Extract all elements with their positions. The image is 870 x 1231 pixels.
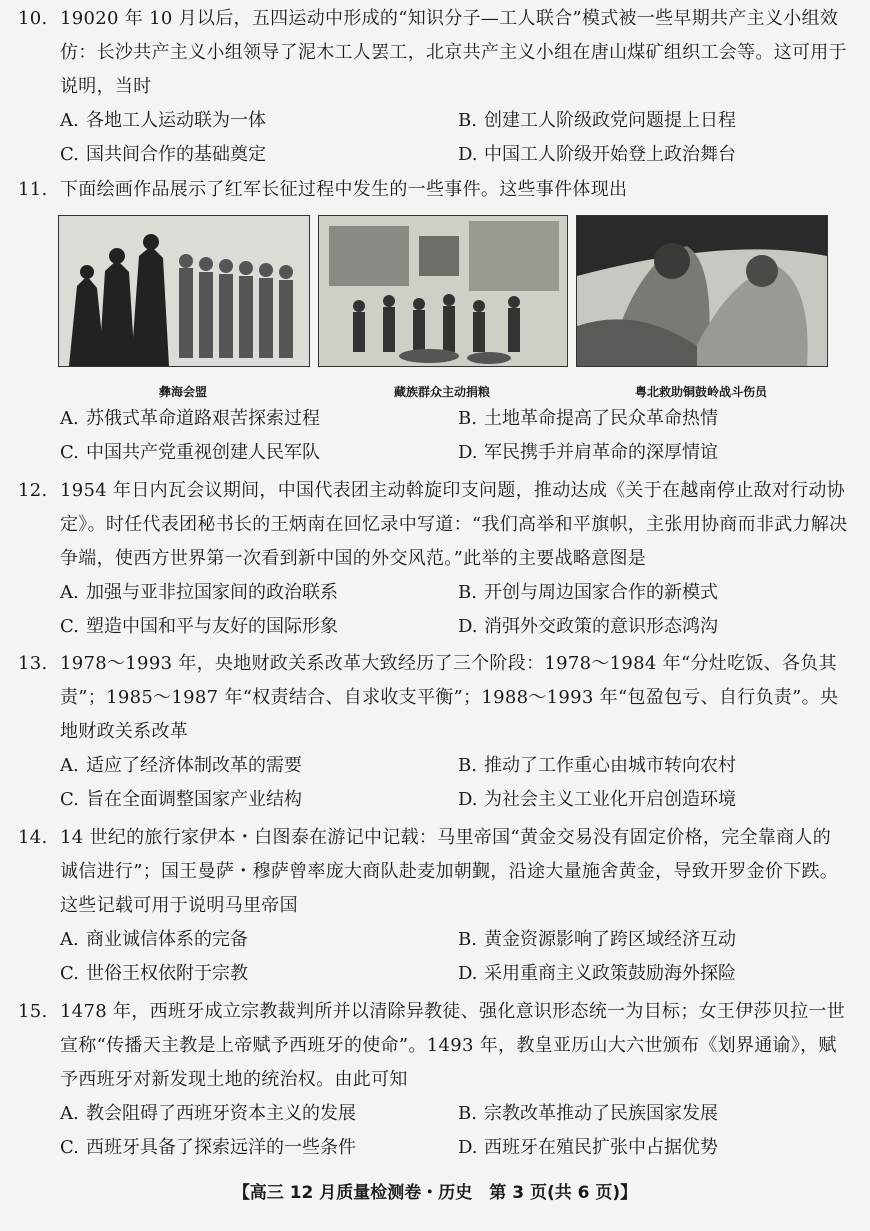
- option-letter: D.: [458, 963, 478, 984]
- options: [18, 749, 848, 817]
- option-b[interactable]: [458, 1097, 870, 1131]
- option-text: 世俗王权依附于宗教: [86, 963, 248, 984]
- question-text: 1478 年，西班牙成立宗教裁判所并以清除异教徒、强化意识形态统一为目标；女王伊莎贝拉一世宣称“传播天主教是上帝赋予西班牙的使命”。1493 年，教皇亚历山大六世颁布《划界通谕》，赋予西班牙对新发现土地的统治权。由此可知: [60, 1001, 846, 1090]
- question-12: [18, 474, 848, 644]
- option-text: 适应了经济体制改革的需要: [86, 755, 302, 776]
- question-number: 10.: [18, 8, 48, 29]
- option-b[interactable]: [458, 749, 870, 783]
- question-11: [18, 173, 848, 207]
- option-b[interactable]: [458, 104, 870, 138]
- figure-row: [58, 215, 826, 405]
- question-10: [18, 2, 848, 172]
- option-text: 苏俄式革命道路艰苦探索过程: [86, 408, 320, 429]
- options: [18, 576, 848, 644]
- figure-2: [318, 215, 566, 400]
- question-number: 11.: [18, 179, 48, 200]
- option-a[interactable]: [60, 576, 458, 610]
- painting-group-figures-icon: [58, 215, 310, 367]
- option-text: 宗教改革推动了民族国家发展: [484, 1103, 718, 1124]
- figure-caption: 藏族群众主动捐粮: [393, 385, 490, 399]
- option-letter: D.: [458, 144, 478, 165]
- option-a[interactable]: [60, 1097, 458, 1131]
- question-stem: [18, 173, 848, 207]
- option-text: 教会阻碍了西班牙资本主义的发展: [86, 1103, 356, 1124]
- option-letter: D.: [458, 1137, 478, 1158]
- question-number: 14.: [18, 827, 48, 848]
- question-number: 13.: [18, 653, 48, 674]
- option-letter: C.: [60, 616, 79, 637]
- option-a[interactable]: [60, 749, 458, 783]
- option-c[interactable]: [60, 783, 458, 817]
- option-letter: C.: [60, 963, 79, 984]
- option-b[interactable]: [458, 576, 870, 610]
- figure-1: [58, 215, 308, 400]
- options: [18, 1097, 848, 1165]
- option-letter: D.: [458, 789, 478, 810]
- option-letter: B.: [458, 408, 477, 429]
- option-letter: B.: [458, 929, 477, 950]
- option-text: 西班牙具备了探索远洋的一些条件: [86, 1137, 356, 1158]
- question-text: 14 世纪的旅行家伊本・白图泰在游记中记载：马里帝国“黄金交易没有固定价格，完全靠商人的诚信进行”；国王曼萨・穆萨曾率庞大商队赴麦加朝觐，沿途大量施舍黄金，导致开罗金价下跌。这些记载可用于说明马里帝国: [60, 827, 839, 916]
- figure-caption: 彝海会盟: [158, 385, 207, 399]
- option-text: 为社会主义工业化开启创造环境: [484, 789, 736, 810]
- figure-3: [576, 215, 826, 400]
- question-stem: [18, 995, 848, 1097]
- option-letter: A.: [60, 1103, 79, 1124]
- option-letter: B.: [458, 755, 477, 776]
- option-d[interactable]: [458, 138, 870, 172]
- figure-caption: 粤北救助铜鼓岭战斗伤员: [634, 385, 767, 399]
- option-text: 开创与周边国家合作的新模式: [484, 582, 718, 603]
- question-stem: [18, 474, 848, 576]
- option-b[interactable]: [458, 402, 870, 436]
- option-letter: C.: [60, 789, 79, 810]
- option-d[interactable]: [458, 957, 870, 991]
- page-footer: 【高三 12 月质量检测卷・历史 第 3 页(共 6 页)】: [232, 1183, 638, 1203]
- question-11-options: [18, 402, 848, 470]
- option-letter: C.: [60, 442, 79, 463]
- option-a[interactable]: [60, 923, 458, 957]
- option-letter: B.: [458, 1103, 477, 1124]
- option-letter: A.: [60, 408, 79, 429]
- option-text: 各地工人运动联为一体: [86, 110, 266, 131]
- option-text: 加强与亚非拉国家间的政治联系: [86, 582, 338, 603]
- option-letter: A.: [60, 755, 79, 776]
- options: [18, 923, 848, 991]
- option-letter: D.: [458, 442, 478, 463]
- option-letter: A.: [60, 110, 79, 131]
- question-14: [18, 821, 848, 991]
- options: [18, 104, 848, 172]
- option-text: 采用重商主义政策鼓励海外探险: [484, 963, 736, 984]
- option-c[interactable]: [60, 1131, 458, 1165]
- option-letter: A.: [60, 582, 79, 603]
- option-text: 旨在全面调整国家产业结构: [86, 789, 302, 810]
- question-stem: [18, 2, 848, 104]
- option-letter: A.: [60, 929, 79, 950]
- question-text: 下面绘画作品展示了红军长征过程中发生的一些事件。这些事件体现出: [60, 179, 628, 200]
- option-text: 军民携手并肩革命的深厚情谊: [484, 442, 718, 463]
- question-stem: [18, 647, 848, 749]
- option-text: 黄金资源影响了跨区域经济互动: [484, 929, 736, 950]
- question-number: 12.: [18, 480, 48, 501]
- question-number: 15.: [18, 1001, 48, 1022]
- option-text: 消弭外交政策的意识形态鸿沟: [484, 616, 718, 637]
- option-letter: B.: [458, 110, 477, 131]
- option-a[interactable]: [60, 104, 458, 138]
- question-13: [18, 647, 848, 817]
- painting-crowd-village-icon: [318, 215, 568, 367]
- painting-rescue-wounded-icon: [576, 215, 828, 367]
- option-a[interactable]: [60, 402, 458, 436]
- option-text: 创建工人阶级政党问题提上日程: [484, 110, 736, 131]
- option-text: 商业诚信体系的完备: [86, 929, 248, 950]
- option-d[interactable]: [458, 1131, 870, 1165]
- option-text: 推动了工作重心由城市转向农村: [484, 755, 736, 776]
- option-text: 国共间合作的基础奠定: [86, 144, 266, 165]
- option-letter: C.: [60, 144, 79, 165]
- option-b[interactable]: [458, 923, 870, 957]
- question-stem: [18, 821, 848, 923]
- option-c[interactable]: [60, 957, 458, 991]
- question-text: 19020 年 10 月以后，五四运动中形成的“知识分子—工人联合”模式被一些早期共产主义小组效仿：长沙共产主义小组领导了泥木工人罢工，北京共产主义小组在唐山煤矿组织工会等。这可用于说明，当时: [60, 8, 847, 97]
- question-15: [18, 995, 848, 1165]
- option-d[interactable]: [458, 783, 870, 817]
- option-d[interactable]: [458, 610, 870, 644]
- option-d[interactable]: [458, 436, 870, 470]
- option-text: 中国共产党重视创建人民军队: [86, 442, 320, 463]
- option-c[interactable]: [60, 436, 458, 470]
- question-text: 1978～1993 年，央地财政关系改革大致经历了三个阶段：1978～1984 年“分灶吃饭、各负其责”；1985～1987 年“权责结合、自求收支平衡”；1988～1993 年“包盈包亏、自行负责”。央地财政关系改革: [60, 653, 839, 742]
- option-text: 中国工人阶级开始登上政治舞台: [484, 144, 736, 165]
- question-text: 1954 年日内瓦会议期间，中国代表团主动斡旋印支问题，推动达成《关于在越南停止敌对行动协定》。时任代表团秘书长的王炳南在回忆录中写道：“我们高举和平旗帜，主张用协商而非武力解决争端，使西方世界第一次看到新中国的外交风范。”此举的主要战略意图是: [60, 480, 848, 569]
- option-letter: B.: [458, 582, 477, 603]
- option-letter: C.: [60, 1137, 79, 1158]
- option-c[interactable]: [60, 610, 458, 644]
- options: [18, 402, 848, 470]
- option-letter: D.: [458, 616, 478, 637]
- option-text: 西班牙在殖民扩张中占据优势: [484, 1137, 718, 1158]
- option-text: 塑造中国和平与友好的国际形象: [86, 616, 338, 637]
- option-c[interactable]: [60, 138, 458, 172]
- option-text: 土地革命提高了民众革命热情: [484, 408, 718, 429]
